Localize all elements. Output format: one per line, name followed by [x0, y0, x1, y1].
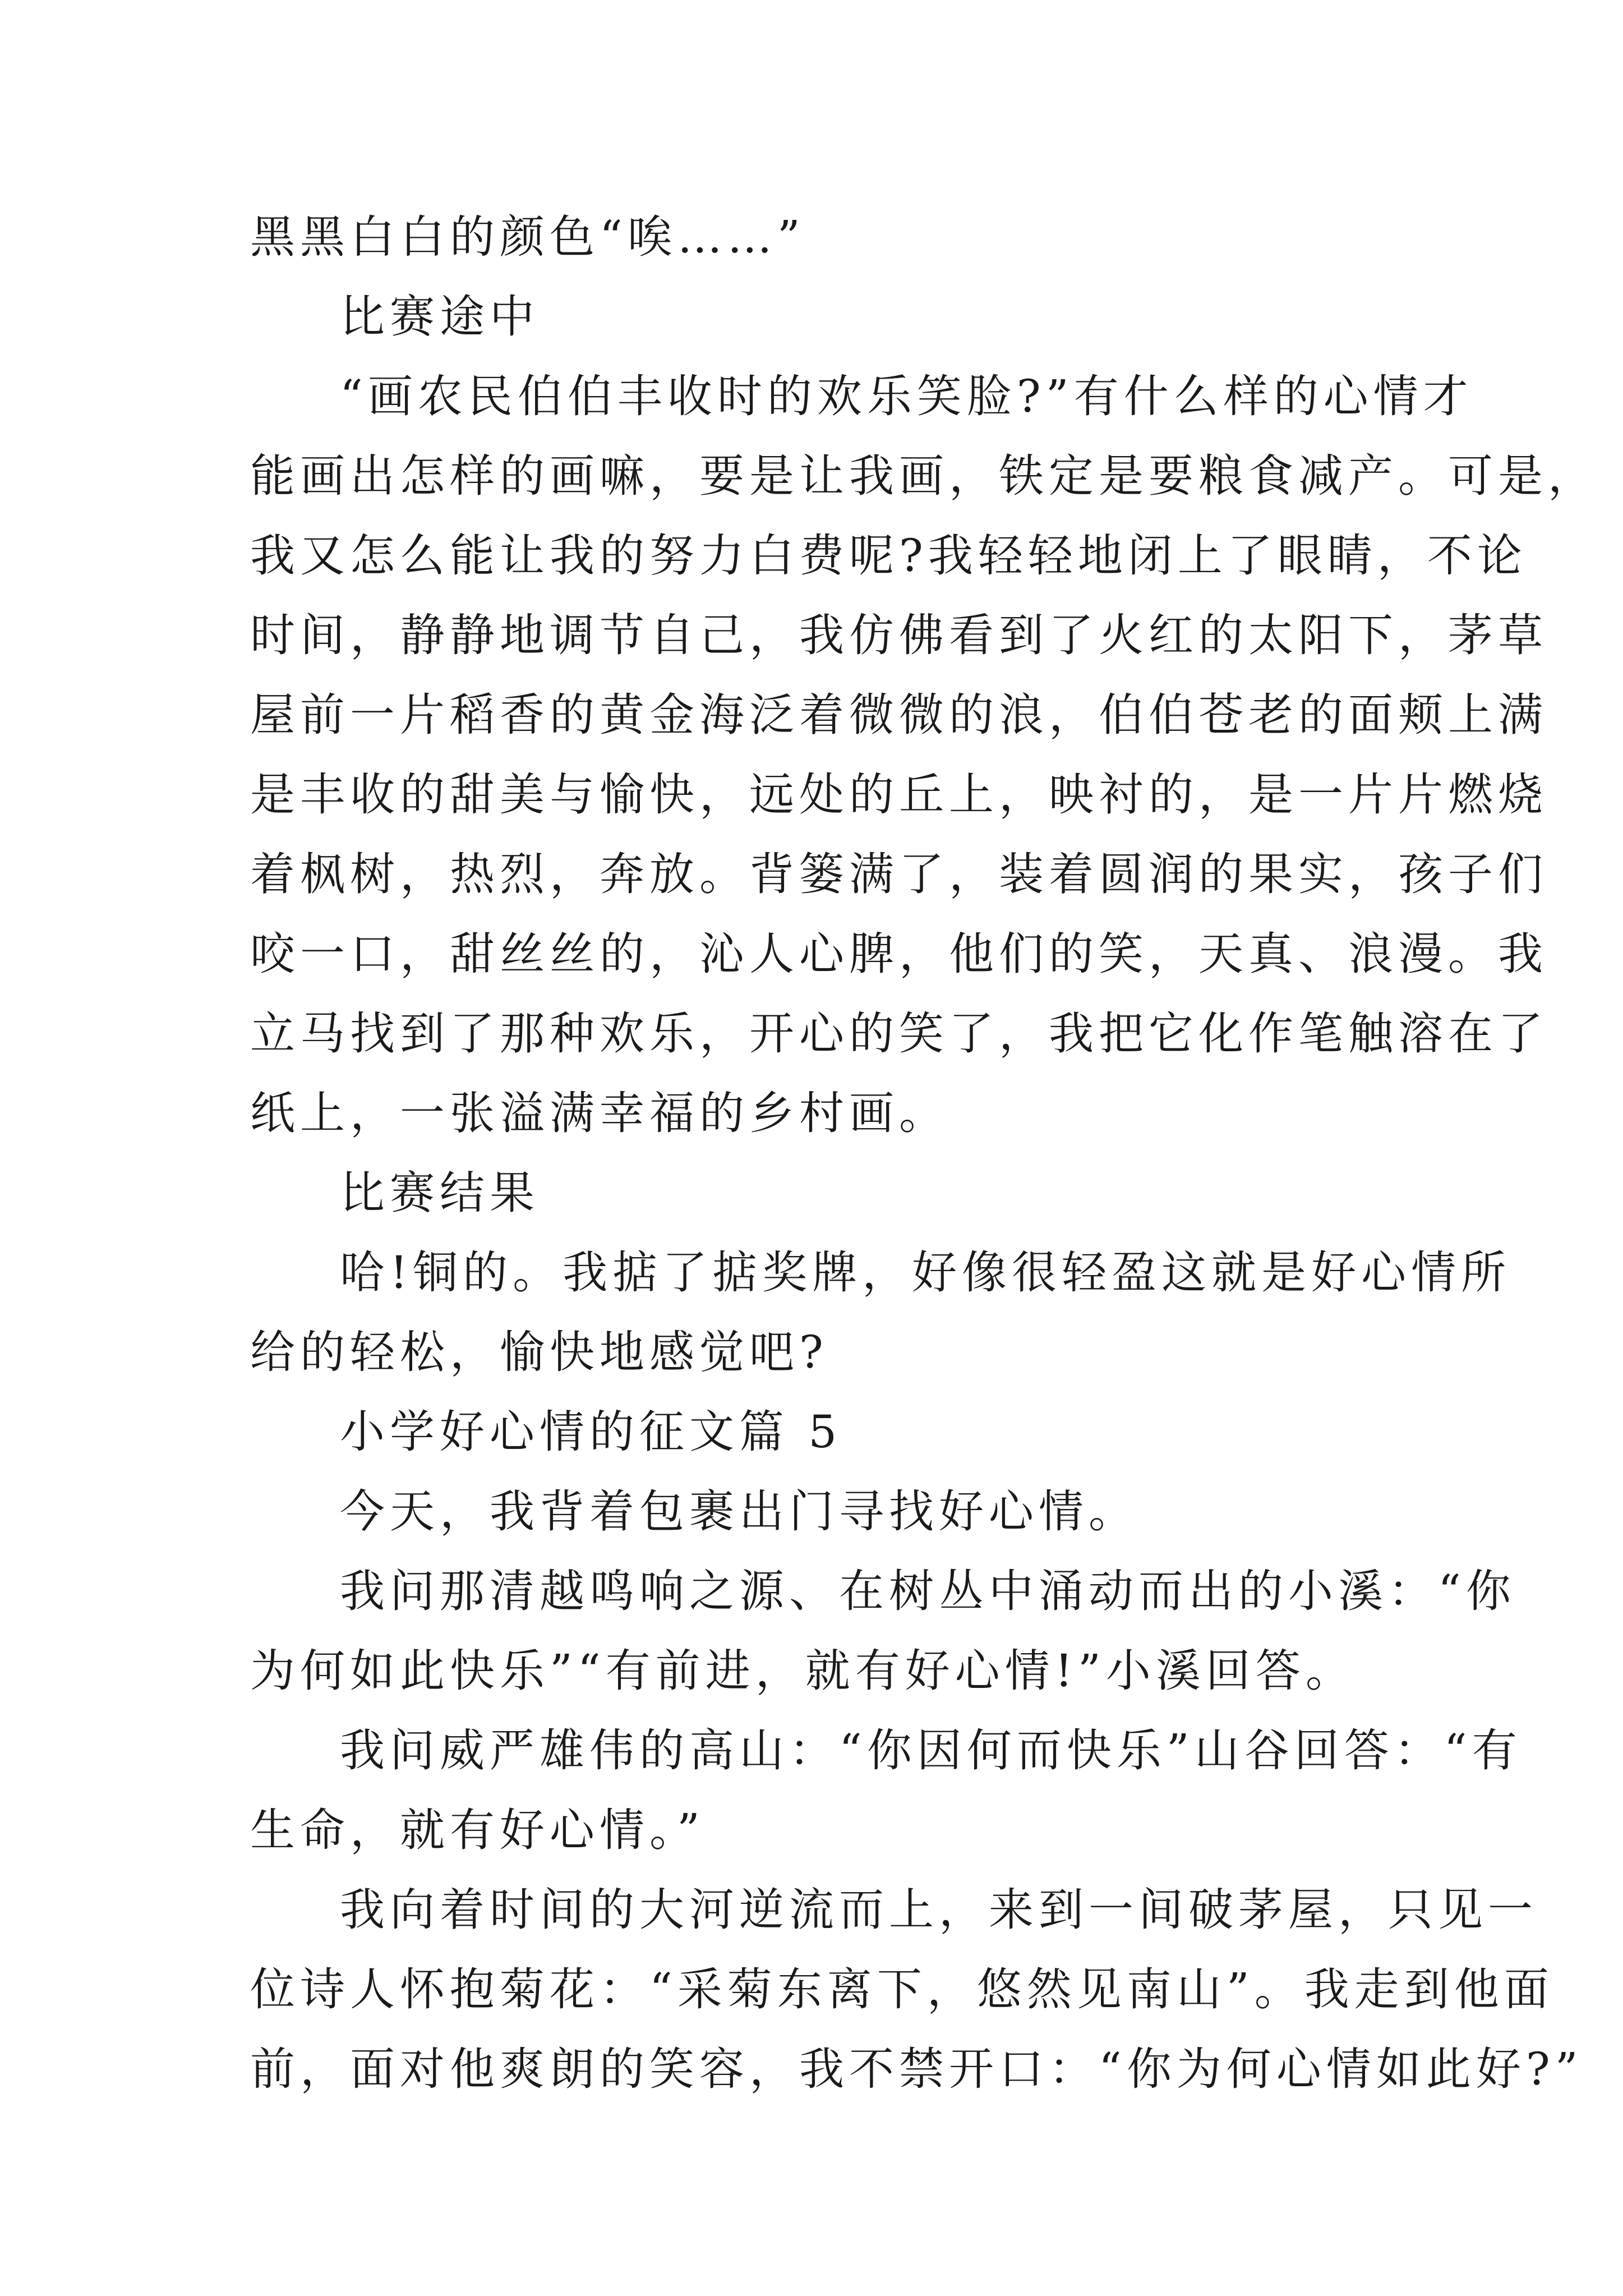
text-line: 生命，就有好心情。” [250, 1804, 705, 1856]
text-line: 给的轻松，愉快地感觉吧? [250, 1326, 828, 1378]
text-line: 咬一口，甜丝丝的，沁人心脾，他们的笑，天真、浪漫。我 [250, 928, 1548, 980]
text-line: 着枫树，热烈，奔放。背篓满了，装着圆润的果实，孩子们 [250, 848, 1548, 900]
section-heading: 比赛结果 [340, 1167, 540, 1219]
text-line: 纸上，一张溢满幸福的乡村画。 [250, 1087, 949, 1139]
text-line: 位诗人怀抱菊花：“采菊东离下，悠然见南山”。我走到他面 [250, 1963, 1554, 2016]
text-line: 为何如此快乐”“有前进，就有好心情!”小溪回答。 [250, 1645, 1355, 1697]
text-line: 时间，静静地调节自己，我仿佛看到了火红的太阳下，茅草 [250, 609, 1548, 661]
section-heading: 比赛途中 [340, 291, 540, 343]
text-line: 哈!铜的。我掂了掂奖牌，好像很轻盈这就是好心情所 [340, 1246, 1511, 1299]
text-line: 能画出怎样的画嘛，要是让我画，铁定是要粮食减产。可是， [250, 450, 1598, 502]
text-line: 我又怎么能让我的努力白费呢?我轻轻地闭上了眼睛，不论 [250, 530, 1527, 582]
text-line: 是丰收的甜美与愉快，远处的丘上，映衬的，是一片片燃烧 [250, 769, 1548, 821]
text-line: 今天，我背着包裹出门寻找好心情。 [340, 1485, 1138, 1538]
text-line: 我问那清越鸣响之源、在树丛中涌动而出的小溪：“你 [340, 1565, 1516, 1617]
text-line: “画农民伯伯丰收时的欢乐笑脸?”有什么样的心情才 [340, 370, 1473, 422]
text-line: 黑黑白白的颜色“唉……” [250, 211, 805, 263]
text-line: 屋前一片稻香的黄金海泛着微微的浪，伯伯苍老的面颊上满 [250, 689, 1548, 741]
section-title: 小学好心情的征文篇 5 [340, 1406, 842, 1458]
body-text [250, 197, 1598, 2109]
text-line: 前，面对他爽朗的笑容，我不禁开口：“你为何心情如此好?” [250, 2043, 1583, 2095]
text-line: 我问威严雄伟的高山：“你因何而快乐”山谷回答：“有 [340, 1724, 1522, 1777]
text-line: 我向着时间的大河逆流而上，来到一间破茅屋，只见一 [340, 1884, 1538, 1936]
text-line: 立马找到了那种欢乐，开心的笑了，我把它化作笔触溶在了 [250, 1007, 1548, 1060]
